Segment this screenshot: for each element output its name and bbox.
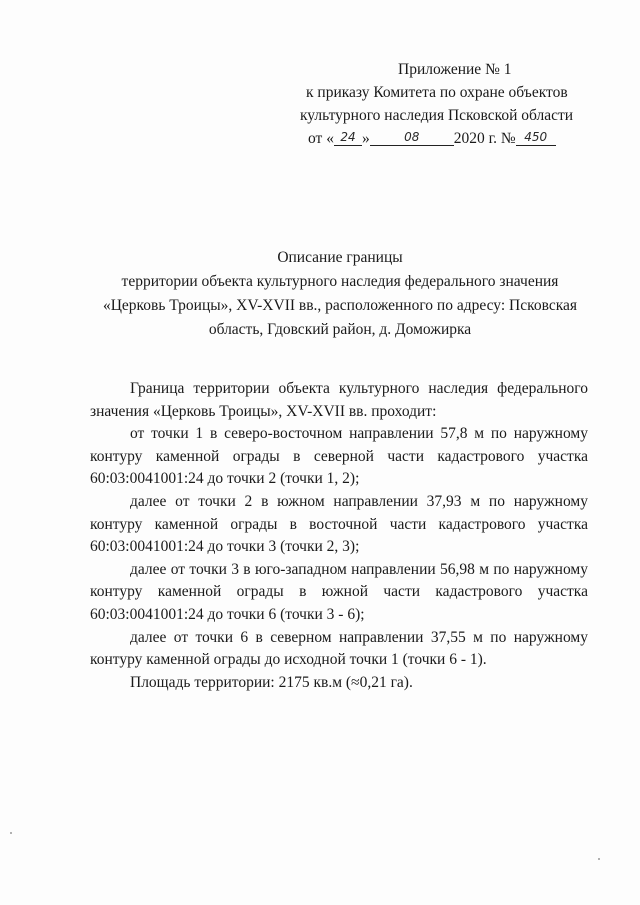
document-body	[90, 378, 588, 694]
title-line-1: Описание границы	[277, 249, 403, 266]
order-number: 450	[524, 130, 548, 144]
scan-speck	[598, 858, 600, 860]
appendix-order-ref: к приказу Комитета по охране объектов	[306, 84, 568, 101]
title-line-2: территории объекта культурного наследия федерального значения	[121, 273, 559, 290]
document-title	[80, 246, 600, 342]
territory-area: Площадь территории: 2175 кв.м (≈0,21 га).	[130, 673, 413, 691]
appendix-number: Приложение № 1	[398, 61, 512, 78]
date-mid: »	[361, 130, 370, 147]
boundary-segment-3: далее от точки 3 в юго-западном направлении 56,98 м по наружному контуру каменной ограды в южной части кадастрового участка 60:03:0041001:24 до точки 6 (точки 3 - 6);	[90, 560, 588, 623]
appendix-date-line	[300, 127, 600, 150]
date-month-blank	[370, 127, 454, 146]
boundary-intro: Граница территории объекта культурного наследия федерального значения «Церковь Троицы», XV-XVII вв. проходит:	[90, 380, 588, 420]
order-number-blank	[516, 127, 556, 146]
appendix-committee: культурного наследия Псковской области	[300, 107, 574, 124]
date-prefix: от «	[308, 130, 334, 147]
boundary-segment-4: далее от точки 6 в северном направлении 37,55 м по наружному контуру каменной ограды до исходной точки 1 (точки 6 - 1).	[90, 628, 588, 669]
date-year: 2020 г. №	[453, 130, 516, 147]
date-day: 24	[340, 130, 356, 144]
boundary-segment-1: от точки 1 в северо-восточном направлении 57,8 м по наружному контуру каменной ограды в северной части кадастрового участка 60:03:0041001:24 до точки 2 (точки 1, 2);	[90, 425, 588, 488]
date-day-blank	[334, 127, 362, 146]
date-month: 08	[404, 130, 420, 144]
title-line-3: «Церковь Троицы», XV-XVII вв., расположенного по адресу: Псковская	[102, 297, 578, 314]
scan-speck	[10, 832, 12, 834]
title-line-4: область, Гдовский район, д. Доможирка	[208, 321, 472, 338]
appendix-header	[300, 58, 600, 150]
boundary-segment-2: далее от точки 2 в южном направлении 37,93 м по наружному контуру каменной ограды в восточной части кадастрового участка 60:03:0041001:24 до точки 3 (точки 2, 3);	[90, 492, 588, 556]
